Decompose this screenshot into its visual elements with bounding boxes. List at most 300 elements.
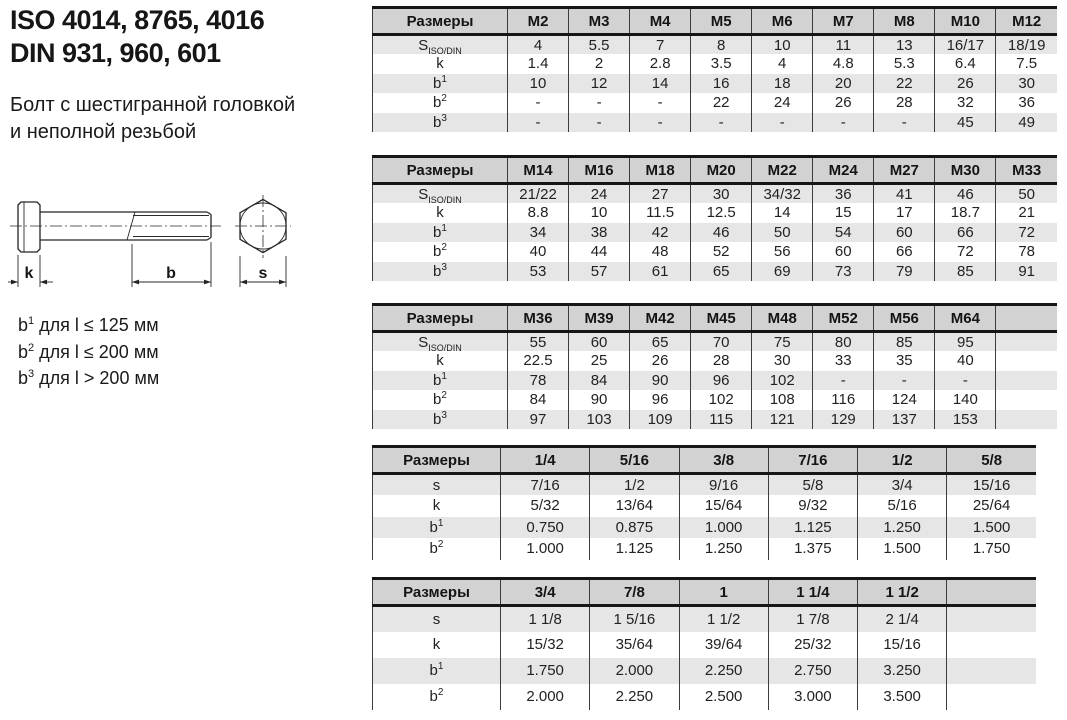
value-cell: - — [630, 113, 691, 133]
row-label: s — [373, 474, 501, 496]
value-cell: 115 — [691, 410, 752, 430]
value-cell: 50 — [752, 223, 813, 243]
table-row — [373, 474, 1037, 496]
value-cell: 97 — [508, 410, 569, 430]
row-label: $b^1$ — [373, 658, 501, 684]
bolt-head-front-view — [235, 195, 291, 258]
size-column-header: M7 — [813, 8, 874, 35]
value-cell: 1.250 — [679, 538, 768, 560]
value-cell: 78 — [996, 242, 1057, 262]
size-column-header — [947, 579, 1036, 606]
value-cell: 41 — [874, 184, 935, 204]
value-cell: 4 — [752, 54, 813, 74]
value-cell: 11 — [813, 35, 874, 55]
value-cell: 3.250 — [858, 658, 947, 684]
row-label: k — [373, 351, 508, 371]
value-cell: 7.5 — [996, 54, 1057, 74]
size-column-header: 7/16 — [768, 447, 857, 474]
dimension-table-inch-large — [372, 577, 1036, 710]
size-column-header: 1/2 — [858, 447, 947, 474]
row-label: $b^2$ — [373, 242, 508, 262]
value-cell: 32 — [935, 93, 996, 113]
value-cell: 5/32 — [501, 495, 590, 517]
value-cell: 1 1/8 — [501, 606, 590, 632]
value-cell: 78 — [508, 371, 569, 391]
value-cell: 1.000 — [679, 517, 768, 539]
value-cell: 5.3 — [874, 54, 935, 74]
value-cell: 25 — [569, 351, 630, 371]
value-cell: 1 1/2 — [679, 606, 768, 632]
value-cell: 102 — [752, 371, 813, 391]
value-cell: 1 7/8 — [768, 606, 857, 632]
value-cell: 0.750 — [501, 517, 590, 539]
value-cell — [947, 632, 1036, 658]
value-cell: 121 — [752, 410, 813, 430]
size-column-header: 1 1/2 — [858, 579, 947, 606]
dimensions-table — [372, 303, 1057, 429]
value-cell: 21 — [996, 203, 1057, 223]
row-label: $S_{ISO/DIN}$ — [373, 35, 508, 55]
value-cell: 44 — [569, 242, 630, 262]
size-column-header: M42 — [630, 305, 691, 332]
value-cell: 10 — [508, 74, 569, 94]
value-cell: 60 — [569, 332, 630, 352]
value-cell: - — [935, 371, 996, 391]
size-column-header: M6 — [752, 8, 813, 35]
value-cell: 1.750 — [947, 538, 1036, 560]
title-block — [10, 4, 264, 70]
size-column-header: M14 — [508, 157, 569, 184]
value-cell: 15 — [813, 203, 874, 223]
row-label-header: Размеры — [373, 157, 508, 184]
value-cell: 30 — [996, 74, 1057, 94]
row-label: $b^3$ — [373, 410, 508, 430]
table-row — [373, 74, 1058, 94]
value-cell — [996, 390, 1057, 410]
dimensions-table — [372, 6, 1057, 132]
value-cell: 15/32 — [501, 632, 590, 658]
value-cell: 90 — [630, 371, 691, 391]
value-cell: 40 — [935, 351, 996, 371]
value-cell: 2 1/4 — [858, 606, 947, 632]
size-column-header: M27 — [874, 157, 935, 184]
table-row — [373, 538, 1037, 560]
row-label: $b^2$ — [373, 390, 508, 410]
value-cell: 35/64 — [590, 632, 679, 658]
dimensions-table — [372, 445, 1036, 560]
value-cell: 1 5/16 — [590, 606, 679, 632]
value-cell: 25/64 — [947, 495, 1036, 517]
value-cell: 46 — [691, 223, 752, 243]
value-cell: 1.375 — [768, 538, 857, 560]
product-description-line1: Болт с шестигранной головкой — [10, 94, 296, 116]
value-cell: 22 — [691, 93, 752, 113]
dimension-s — [240, 256, 286, 287]
row-label: $b^2$ — [373, 93, 508, 113]
dimension-table-m2-m12 — [372, 6, 1057, 132]
value-cell: 49 — [996, 113, 1057, 133]
value-cell: 22.5 — [508, 351, 569, 371]
value-cell: 102 — [691, 390, 752, 410]
value-cell: 22 — [874, 74, 935, 94]
value-cell: 96 — [691, 371, 752, 391]
row-label: s — [373, 606, 501, 632]
footnotes — [18, 312, 159, 392]
value-cell: 40 — [508, 242, 569, 262]
value-cell: 10 — [752, 35, 813, 55]
value-cell: 103 — [569, 410, 630, 430]
value-cell: 72 — [935, 242, 996, 262]
value-cell: 129 — [813, 410, 874, 430]
size-column-header: M45 — [691, 305, 752, 332]
value-cell: 73 — [813, 262, 874, 282]
value-cell: 9/32 — [768, 495, 857, 517]
size-column-header: 1 1/4 — [768, 579, 857, 606]
value-cell: 13/64 — [590, 495, 679, 517]
value-cell: 2.500 — [679, 684, 768, 710]
table-row — [373, 684, 1037, 710]
dim-label-b: b — [166, 265, 176, 282]
value-cell: 124 — [874, 390, 935, 410]
row-label: $b^3$ — [373, 113, 508, 133]
value-cell: 75 — [752, 332, 813, 352]
dim-label-k: k — [24, 265, 34, 282]
value-cell: 16/17 — [935, 35, 996, 55]
size-column-header: 5/8 — [947, 447, 1036, 474]
table-row — [373, 223, 1058, 243]
size-column-header: 1/4 — [501, 447, 590, 474]
size-column-header: M3 — [569, 8, 630, 35]
value-cell: 3.5 — [691, 54, 752, 74]
table-row — [373, 390, 1058, 410]
footnote-b2: $b^2$ для l ≤ 200 мм — [18, 341, 159, 362]
value-cell: 25/32 — [768, 632, 857, 658]
value-cell: 108 — [752, 390, 813, 410]
value-cell: 9/16 — [679, 474, 768, 496]
value-cell: 65 — [630, 332, 691, 352]
value-cell: - — [508, 113, 569, 133]
value-cell: 24 — [752, 93, 813, 113]
row-label-header: Размеры — [373, 305, 508, 332]
value-cell: 17 — [874, 203, 935, 223]
value-cell: 52 — [691, 242, 752, 262]
value-cell: 15/16 — [858, 632, 947, 658]
value-cell: 20 — [813, 74, 874, 94]
value-cell: 18/19 — [996, 35, 1057, 55]
table-row — [373, 332, 1058, 352]
footnote-b1: $b^1$ для l ≤ 125 мм — [18, 315, 159, 335]
size-column-header: M22 — [752, 157, 813, 184]
value-cell: 53 — [508, 262, 569, 282]
value-cell: 3.000 — [768, 684, 857, 710]
value-cell — [996, 410, 1057, 430]
value-cell: 5.5 — [569, 35, 630, 55]
value-cell: 2.750 — [768, 658, 857, 684]
dim-label-s: s — [258, 265, 268, 282]
value-cell: - — [630, 93, 691, 113]
value-cell — [947, 606, 1036, 632]
value-cell: 61 — [630, 262, 691, 282]
size-column-header: M39 — [569, 305, 630, 332]
value-cell: 85 — [935, 262, 996, 282]
row-label-header: Размеры — [373, 447, 501, 474]
value-cell — [947, 684, 1036, 710]
size-column-header: M12 — [996, 8, 1057, 35]
value-cell: 4.8 — [813, 54, 874, 74]
size-column-header: M52 — [813, 305, 874, 332]
row-label-header: Размеры — [373, 579, 501, 606]
table-row — [373, 371, 1058, 391]
value-cell: 1.500 — [947, 517, 1036, 539]
row-label: $b^1$ — [373, 74, 508, 94]
size-column-header: M2 — [508, 8, 569, 35]
value-cell: 0.875 — [590, 517, 679, 539]
value-cell: 1.500 — [858, 538, 947, 560]
value-cell: 140 — [935, 390, 996, 410]
dimension-b — [132, 242, 211, 287]
row-label: k — [373, 495, 501, 517]
value-cell: 2.000 — [590, 658, 679, 684]
value-cell: - — [874, 113, 935, 133]
size-column-header: 1 — [679, 579, 768, 606]
value-cell: 1.125 — [768, 517, 857, 539]
value-cell: 57 — [569, 262, 630, 282]
table-row — [373, 351, 1058, 371]
value-cell: 30 — [752, 351, 813, 371]
value-cell: 10 — [569, 203, 630, 223]
size-column-header: M56 — [874, 305, 935, 332]
value-cell: 55 — [508, 332, 569, 352]
row-label: k — [373, 632, 501, 658]
size-column-header: 7/8 — [590, 579, 679, 606]
table-row — [373, 517, 1037, 539]
value-cell: 50 — [996, 184, 1057, 204]
footnote-b3: $b^3$ для l > 200 мм — [18, 368, 160, 388]
value-cell: 60 — [874, 223, 935, 243]
value-cell: 13 — [874, 35, 935, 55]
value-cell: 45 — [935, 113, 996, 133]
size-column-header: M10 — [935, 8, 996, 35]
value-cell: 5/8 — [768, 474, 857, 496]
value-cell: 90 — [569, 390, 630, 410]
value-cell — [996, 351, 1057, 371]
size-column-header: 3/4 — [501, 579, 590, 606]
value-cell: 70 — [691, 332, 752, 352]
value-cell: 72 — [996, 223, 1057, 243]
table-row — [373, 54, 1058, 74]
value-cell: 30 — [691, 184, 752, 204]
value-cell: 69 — [752, 262, 813, 282]
size-column-header: M30 — [935, 157, 996, 184]
value-cell: 1.125 — [590, 538, 679, 560]
row-label: $S_{ISO/DIN}$ — [373, 184, 508, 204]
value-cell: 26 — [813, 93, 874, 113]
value-cell: 79 — [874, 262, 935, 282]
value-cell: 8.8 — [508, 203, 569, 223]
value-cell: 3.500 — [858, 684, 947, 710]
size-column-header: M4 — [630, 8, 691, 35]
table-row — [373, 242, 1058, 262]
value-cell — [947, 658, 1036, 684]
row-label: $b^1$ — [373, 223, 508, 243]
value-cell: 1.750 — [501, 658, 590, 684]
table-row — [373, 262, 1058, 282]
standard-title-din: DIN 931, 960, 601 — [10, 38, 221, 68]
value-cell: 36 — [813, 184, 874, 204]
size-column-header: M16 — [569, 157, 630, 184]
table-row — [373, 606, 1037, 632]
value-cell — [996, 371, 1057, 391]
dimension-table-m36-m64 — [372, 303, 1057, 429]
dimension-table-m14-m33 — [372, 155, 1057, 281]
dimension-table-inch-small — [372, 445, 1036, 560]
value-cell: 21/22 — [508, 184, 569, 204]
value-cell: 35 — [874, 351, 935, 371]
product-description — [10, 92, 295, 146]
value-cell: 15/64 — [679, 495, 768, 517]
table-row — [373, 632, 1037, 658]
table-row — [373, 35, 1058, 55]
value-cell: 66 — [935, 223, 996, 243]
value-cell: 1.250 — [858, 517, 947, 539]
size-column-header: M36 — [508, 305, 569, 332]
value-cell: 56 — [752, 242, 813, 262]
size-column-header: M8 — [874, 8, 935, 35]
value-cell: 7 — [630, 35, 691, 55]
row-label: $b^1$ — [373, 517, 501, 539]
value-cell: 137 — [874, 410, 935, 430]
value-cell: 12.5 — [691, 203, 752, 223]
value-cell: 7/16 — [501, 474, 590, 496]
value-cell: 15/16 — [947, 474, 1036, 496]
size-column-header: M18 — [630, 157, 691, 184]
value-cell: 33 — [813, 351, 874, 371]
row-label: $S_{ISO/DIN}$ — [373, 332, 508, 352]
value-cell: - — [874, 371, 935, 391]
dimensions-table — [372, 577, 1036, 710]
value-cell: 34 — [508, 223, 569, 243]
value-cell: - — [813, 371, 874, 391]
value-cell: 1/2 — [590, 474, 679, 496]
size-column-header: 5/16 — [590, 447, 679, 474]
value-cell: 3/4 — [858, 474, 947, 496]
value-cell: 28 — [691, 351, 752, 371]
table-row — [373, 113, 1058, 133]
value-cell: 84 — [569, 371, 630, 391]
value-cell: 27 — [630, 184, 691, 204]
value-cell: - — [813, 113, 874, 133]
size-column-header — [996, 305, 1057, 332]
table-row — [373, 410, 1058, 430]
size-column-header: M48 — [752, 305, 813, 332]
value-cell: 16 — [691, 74, 752, 94]
value-cell: - — [752, 113, 813, 133]
value-cell: 116 — [813, 390, 874, 410]
value-cell: 60 — [813, 242, 874, 262]
value-cell: 36 — [996, 93, 1057, 113]
value-cell: 96 — [630, 390, 691, 410]
value-cell: 91 — [996, 262, 1057, 282]
value-cell: 153 — [935, 410, 996, 430]
value-cell: 18.7 — [935, 203, 996, 223]
value-cell: 80 — [813, 332, 874, 352]
size-column-header: M20 — [691, 157, 752, 184]
value-cell: 38 — [569, 223, 630, 243]
value-cell: 48 — [630, 242, 691, 262]
product-description-line2: и неполной резьбой — [10, 121, 197, 143]
value-cell: - — [569, 113, 630, 133]
value-cell: 66 — [874, 242, 935, 262]
value-cell: 85 — [874, 332, 935, 352]
bolt-side-view — [10, 202, 221, 252]
value-cell: 1.4 — [508, 54, 569, 74]
table-row — [373, 495, 1037, 517]
value-cell: 54 — [813, 223, 874, 243]
value-cell: 109 — [630, 410, 691, 430]
table-row — [373, 93, 1058, 113]
value-cell: 2 — [569, 54, 630, 74]
value-cell: 39/64 — [679, 632, 768, 658]
row-label: $b^3$ — [373, 262, 508, 282]
value-cell: 84 — [508, 390, 569, 410]
value-cell: 4 — [508, 35, 569, 55]
value-cell: 2.250 — [679, 658, 768, 684]
row-label: $b^1$ — [373, 371, 508, 391]
row-label: $b^2$ — [373, 538, 501, 560]
value-cell: 18 — [752, 74, 813, 94]
value-cell: 8 — [691, 35, 752, 55]
value-cell — [996, 332, 1057, 352]
table-row — [373, 203, 1058, 223]
value-cell: 34/32 — [752, 184, 813, 204]
bolt-drawing — [8, 192, 308, 297]
value-cell: 14 — [630, 74, 691, 94]
table-row — [373, 184, 1058, 204]
dimension-k — [8, 255, 53, 287]
value-cell: 2.000 — [501, 684, 590, 710]
dimensions-table — [372, 155, 1057, 281]
row-label: k — [373, 203, 508, 223]
value-cell: - — [691, 113, 752, 133]
size-column-header: M5 — [691, 8, 752, 35]
size-column-header: M64 — [935, 305, 996, 332]
value-cell: 95 — [935, 332, 996, 352]
value-cell: 2.250 — [590, 684, 679, 710]
standard-title-iso: ISO 4014, 8765, 4016 — [10, 5, 265, 35]
value-cell: 46 — [935, 184, 996, 204]
value-cell: 42 — [630, 223, 691, 243]
size-column-header: M24 — [813, 157, 874, 184]
size-column-header: M33 — [996, 157, 1057, 184]
value-cell: 6.4 — [935, 54, 996, 74]
value-cell: 12 — [569, 74, 630, 94]
value-cell: 26 — [935, 74, 996, 94]
row-label-header: Размеры — [373, 8, 508, 35]
value-cell: 26 — [630, 351, 691, 371]
value-cell: - — [508, 93, 569, 113]
row-label: k — [373, 54, 508, 74]
value-cell: 28 — [874, 93, 935, 113]
value-cell: 1.000 — [501, 538, 590, 560]
value-cell: 14 — [752, 203, 813, 223]
value-cell: 11.5 — [630, 203, 691, 223]
value-cell: - — [569, 93, 630, 113]
table-row — [373, 658, 1037, 684]
value-cell: 5/16 — [858, 495, 947, 517]
value-cell: 24 — [569, 184, 630, 204]
row-label: $b^2$ — [373, 684, 501, 710]
size-column-header: 3/8 — [679, 447, 768, 474]
